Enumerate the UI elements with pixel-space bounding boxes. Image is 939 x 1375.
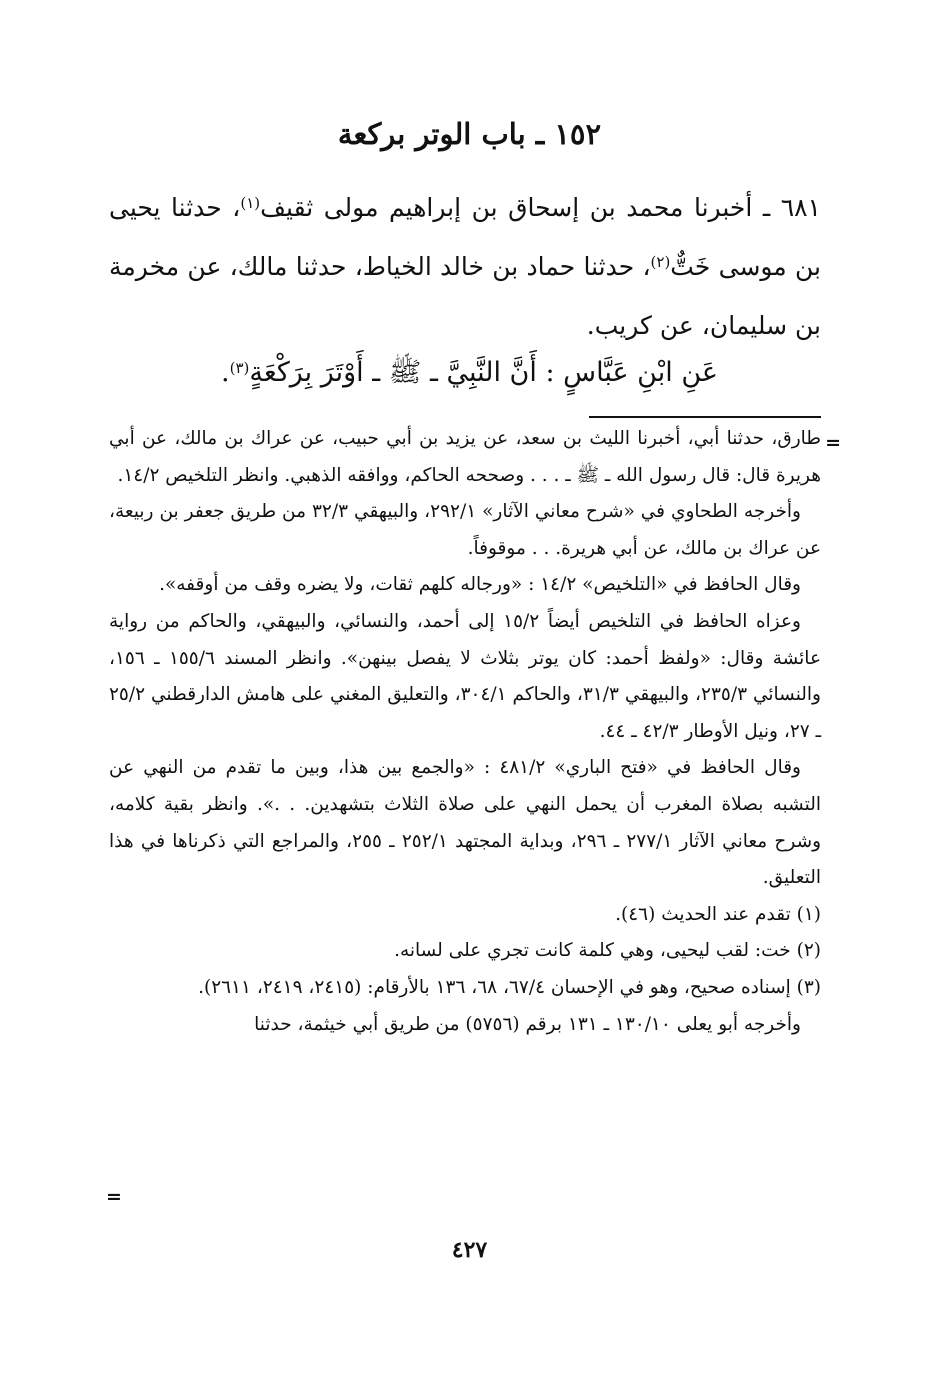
- footnote-note-3: (٣) إسناده صحيح، وهو في الإحسان ٦٧/٤، ٦٨، ١٣٦ بالأرقام: (٢٤١٥، ٢٤١٩، ٢٦١١).: [198, 976, 821, 998]
- footnote-ref-1: (١): [240, 194, 261, 212]
- footnote-paragraph: وقال الحافظ في «فتح الباري» ٤٨١/٢ : «والجمع بين هذا، وبين ما تقدم من النهي عن التشبه بصلاة المغرب أن يحمل النهي على صلاة الثلاث بتشهدين. . .». وانظر بقية كلامه، وشرح معاني الآثار ٢٧٧/١ ـ ٢٩٦، وبداية المجتهد ٢٥٢/١ ـ ٢٥٥، والمراجع التي ذكرناها في هذا التعليق.: [109, 757, 822, 889]
- footnote-ref-3: (٣): [229, 359, 250, 377]
- hadith-matn: [0, 350, 939, 396]
- continuation-mark-top: =: [825, 432, 841, 454]
- chapter-title: ١٥٢ ـ باب الوتر بركعة: [337, 117, 602, 151]
- footnote-paragraph: وأخرجه الطحاوي في «شرح معاني الآثار» ٢٩٢/١، والبيهقي ٣٢/٣ من طريق جعفر بن ربيعة، عن عراك بن مالك، عن أبي هريرة. . . موقوفاً.: [109, 501, 821, 559]
- matn-end: .: [221, 357, 230, 388]
- footnote-paragraph: وعزاه الحافظ في التلخيص أيضاً ١٥/٢ إلى أحمد، والنسائي، والبيهقي، والحاكم من رواية عائشة وقال: «ولفظ أحمد: كان يوتر بثلاث لا يفصل بينهن». وانظر المسند ١٥٥/٦ ـ ١٥٦، والنسائي ٢٣٥/٣، والبيهقي ٣١/٣، والحاكم ٣٠٤/١، والتعليق المغني على هامش الدارقطني ٢٥/٢ ـ ٢٧، ونيل الأوطار ٤٢/٣ ـ ٤٤.: [109, 610, 821, 742]
- matn-text: عَنِ ابْنِ عَبَّاسٍ : أَنَّ النَّبِيَّ ـ ﷺ ـ أَوْتَرَ بِرَكْعَةٍ: [249, 357, 718, 388]
- footnote-paragraph: وقال الحافظ في «التلخيص» ١٤/٢ : «ورجاله كلهم ثقات، ولا يضره وقف من أوقفه».: [159, 574, 801, 596]
- isnad-text-3: ، حدثنا حماد بن خالد الخياط، حدثنا مالك، عن مخرمة بن سليمان، عن كريب.: [109, 252, 821, 340]
- footnote-note-1: (١) تقدم عند الحديث (٤٦).: [615, 903, 821, 925]
- footnotes-section: [109, 421, 821, 1043]
- footnote-paragraph: طارق، حدثنا أبي، أخبرنا الليث بن سعد، عن يزيد بن أبي حبيب، عن عراك بن مالك، عن أبي هريرة قال: قال رسول الله ـ ﷺ ـ . . . وصححه الحاكم، ووافقه الذهبي. وانظر التلخيص ١٤/٢.: [109, 428, 821, 486]
- hadith-isnad: [109, 178, 821, 355]
- footnote-note-3-continued: وأخرجه أبو يعلى ١٣٠/١٠ ـ ١٣١ برقم (٥٧٥٦) من طريق أبي خيثمة، حدثنا: [254, 1013, 801, 1035]
- isnad-text-1: ٦٨١ ـ أخبرنا محمد بن إسحاق بن إبراهيم مولى ثقيف: [260, 193, 821, 222]
- isnad-text-2: ، حدثنا يحيى بن موسى خَتٌّ: [109, 193, 821, 281]
- footnote-ref-2: (٢): [650, 253, 671, 271]
- footnote-separator: [589, 416, 821, 418]
- page-number: ٤٢٧: [451, 1237, 488, 1263]
- continuation-mark-bottom: =: [106, 1186, 122, 1208]
- footnote-note-2: (٢) خت: لقب ليحيى، وهي كلمة كانت تجري على لسانه.: [394, 940, 821, 962]
